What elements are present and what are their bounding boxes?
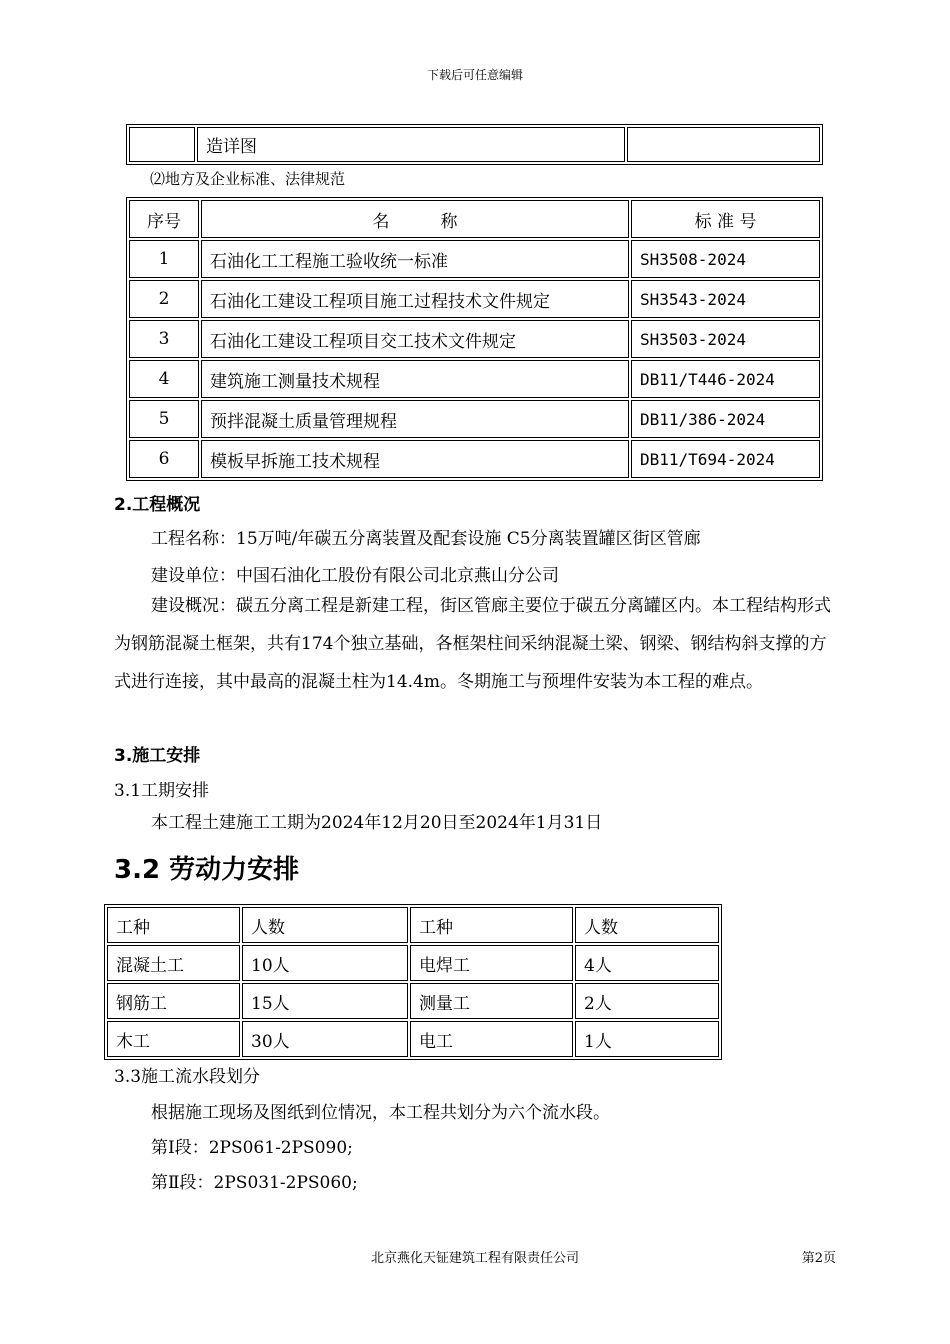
table-row [129,240,820,278]
table-cell: 2人 [575,983,719,1019]
table-row [129,320,820,358]
project-name: 工程名称：15万吨/年碳五分离装置及配套设施 C5分离装置罐区街区管廊 [151,529,701,549]
table-row [129,360,820,398]
top-table-fragment [126,124,823,165]
subsection-3-3-title: 3.3施工流水段划分 [114,1067,261,1087]
table-cell: 4人 [575,945,719,981]
standard-name: 预拌混凝土质量管理规程 [201,400,629,438]
table-row [129,280,820,318]
labor-table [104,904,722,1060]
page-number: 第2页 [801,1251,836,1266]
row-number: 1 [129,240,199,278]
table-row [129,440,820,478]
schedule-text: 本工程土建施工工期为2024年12月20日至2024年1月31日 [151,813,603,833]
table-cell: 混凝土工 [107,945,240,981]
stage-1: 第Ⅰ段：2PS061-2PS090; [151,1138,353,1158]
table-header-row [107,907,719,943]
standard-name: 建筑施工测量技术规程 [201,360,629,398]
table-cell: 15人 [242,983,408,1019]
standard-name: 石油化工工程施工验收统一标准 [201,240,629,278]
header-cell: 序号 [129,200,199,238]
subsection-3-1-title: 3.1工期安排 [114,781,210,801]
table-cell: 1人 [575,1021,719,1057]
table-cell: 木工 [107,1021,240,1057]
row-number: 5 [129,400,199,438]
subsection-3-2-title: 3.2 劳动力安排 [114,855,300,885]
standard-name: 石油化工建设工程项目交工技术文件规定 [201,320,629,358]
row-number: 4 [129,360,199,398]
table-cell: 10人 [242,945,408,981]
table-row [107,983,719,1019]
header-note: 下载后可任意编辑 [426,68,523,82]
builder: 建设单位：中国石油化工股份有限公司北京燕山分公司 [151,566,559,586]
header-cell: 人数 [575,907,719,943]
table-cell [129,127,195,162]
table-row [129,400,820,438]
standard-code: SH3543-2024 [631,280,820,318]
standards-table [126,197,823,481]
header-cell: 人数 [242,907,408,943]
footer-company: 北京燕化天钲建筑工程有限责任公司 [370,1251,579,1266]
header-cell: 名 称 [201,200,629,238]
table-cell: 30人 [242,1021,408,1057]
row-number: 3 [129,320,199,358]
table-cell: 造详图 [197,127,625,162]
stage-2: 第Ⅱ段：2PS031-2PS060; [151,1173,358,1193]
header-cell: 工种 [410,907,573,943]
table-row [107,945,719,981]
standard-code: SH3503-2024 [631,320,820,358]
standard-code: SH3508-2024 [631,240,820,278]
section-3-title: 3.施工安排 [114,746,201,766]
table-header-row [129,200,820,238]
standard-name: 模板早拆施工技术规程 [201,440,629,478]
section-2-title: 2.工程概况 [114,495,201,515]
standard-code: DB11/T694-2024 [631,440,820,478]
table-row [107,1021,719,1057]
row-number: 6 [129,440,199,478]
table-cell: 钢筋工 [107,983,240,1019]
row-number: 2 [129,280,199,318]
table-cell: 电焊工 [410,945,573,981]
standard-name: 石油化工建设工程项目施工过程技术文件规定 [201,280,629,318]
local-standards-label: ⑵地方及企业标准、法律规范 [150,170,346,188]
flow-division-text: 根据施工现场及图纸到位情况，本工程共划分为六个流水段。 [151,1103,610,1123]
header-cell: 标 准 号 [631,200,820,238]
table-cell [627,127,820,162]
standard-code: DB11/386-2024 [631,400,820,438]
header-cell: 工种 [107,907,240,943]
table-cell: 测量工 [410,983,573,1019]
table-cell: 电工 [410,1021,573,1057]
standard-code: DB11/T446-2024 [631,360,820,398]
overview-paragraph: 建设概况：碳五分离工程是新建工程，街区管廊主要位于碳五分离罐区内。本工程结构形式为钢筋混凝土框架，共有174个独立基础，各框架柱间采纳混凝土梁、钢梁、钢结构斜支撑的方式进行连接，其中最高的混凝土柱为14.4m。冬期施工与预埋件安装为本工程的难点。 [114,596,831,692]
